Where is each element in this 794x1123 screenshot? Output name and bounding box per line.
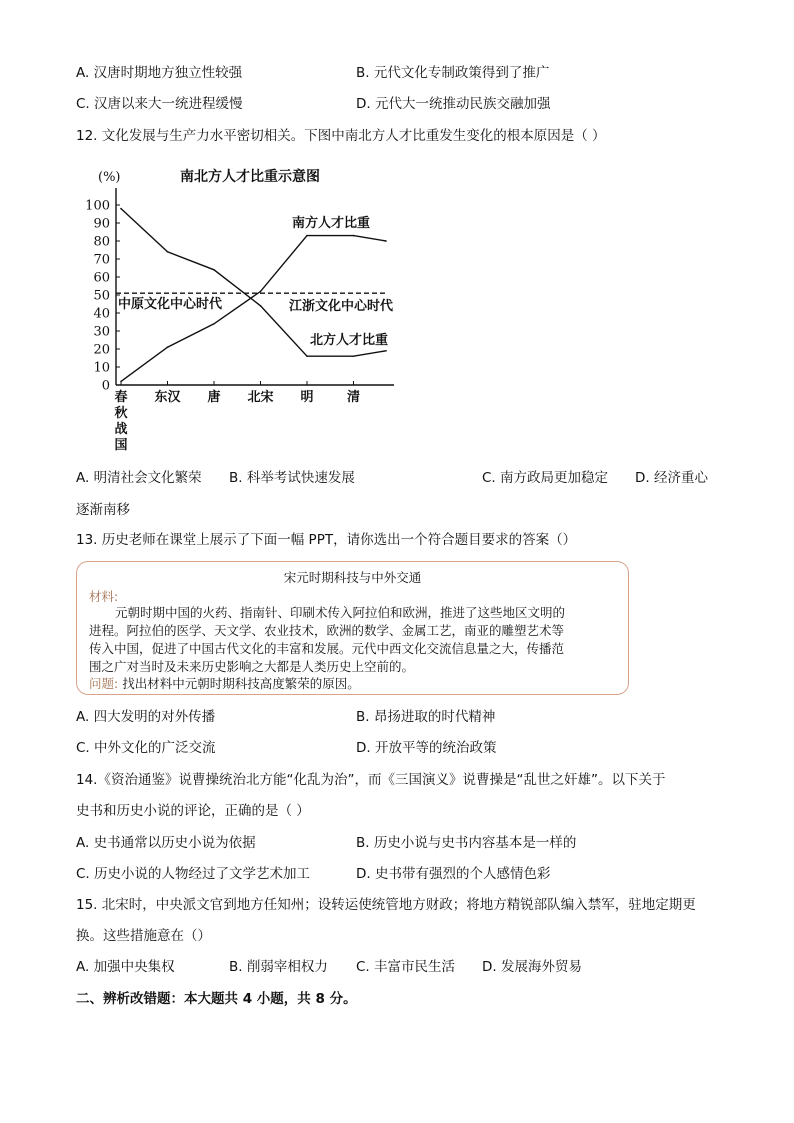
- chart-point: [385, 240, 387, 242]
- q11-option-c: C. 汉唐以来大一统进程缓慢: [76, 96, 243, 112]
- chart-point: [167, 346, 169, 348]
- talent-ratio-chart: [80, 160, 420, 460]
- chart-y-tick-label: 0: [101, 378, 110, 394]
- chart-point: [260, 291, 262, 293]
- chart-y-tick-label: 30: [93, 324, 110, 340]
- chart-x-tick-label: 春秋战国: [114, 390, 128, 453]
- q11-option-d: D. 元代大一统推动民族交融加强: [356, 96, 551, 112]
- q13-option-b: B. 昂扬进取的时代精神: [356, 709, 496, 725]
- q15-option-c: C. 丰富市民生活: [356, 959, 456, 975]
- chart-x-tick-label: 明: [300, 390, 314, 405]
- q12-option-d: D. 经济重心: [635, 470, 708, 486]
- chart-point: [306, 355, 308, 357]
- chart-y-tick-label: 100: [85, 198, 110, 214]
- ppt-material-line-1: 元朝时期中国的火药、指南针、印刷术传入阿拉伯和欧洲，推进了这些地区文明的: [115, 605, 566, 620]
- q15-option-d: D. 发展海外贸易: [482, 959, 582, 975]
- q13-option-c: C. 中外文化的广泛交流: [76, 740, 216, 756]
- q14-stem-line-2: 史书和历史小说的评论，正确的是（ ）: [76, 803, 310, 819]
- chart-y-unit: (%): [98, 170, 121, 185]
- ppt-question: [89, 674, 360, 692]
- ppt-material-line-2: 进程。阿拉伯的医学、天文学、农业技术，欧洲的数学、金属工艺，南亚的雕塑艺术等: [89, 623, 565, 638]
- chart-x-tick-label: 北宋: [247, 390, 274, 405]
- chart-point: [213, 269, 215, 271]
- chart-y-tick-label: 40: [93, 306, 110, 322]
- ppt-slide: [76, 561, 629, 695]
- q13-option-d: D. 开放平等的统治政策: [356, 740, 497, 756]
- q14-option-b: B. 历史小说与史书内容基本是一样的: [356, 835, 577, 851]
- chart-point: [120, 381, 122, 383]
- chart-x-tick-label: 东汉: [154, 390, 181, 405]
- q15-stem-line-1: 15. 北宋时，中央派文官到地方任知州；设转运使统管地方财政；将地方精锐部队编入禁军，驻地定期更: [76, 897, 696, 913]
- q14-option-c: C. 历史小说的人物经过了文学艺术加工: [76, 866, 311, 882]
- ppt-title: 宋元时期科技与中外交通: [283, 570, 422, 585]
- ppt-question-label: 问题:: [89, 676, 119, 691]
- q13-stem: 13. 历史老师在课堂上展示了下面一幅 PPT，请你选出一个符合题目要求的答案（）: [76, 532, 577, 548]
- chart-point: [120, 208, 122, 210]
- q14-option-a: A. 史书通常以历史小说为依据: [76, 835, 256, 851]
- ppt-question-text: 找出材料中元朝时期科技高度繁荣的原因。: [122, 676, 360, 691]
- chart-point: [167, 251, 169, 253]
- chart-x-tick-label: 清: [346, 390, 361, 405]
- chart-point: [260, 305, 262, 307]
- chart-y-tick-label: 10: [93, 360, 110, 376]
- q12-option-b: B. 科举考试快速发展: [229, 470, 355, 486]
- ppt-material-label: 材料:: [89, 589, 119, 604]
- q12-option-a: A. 明清社会文化繁荣: [76, 470, 202, 486]
- chart-point: [353, 235, 355, 237]
- chart-y-tick-label: 60: [93, 270, 110, 286]
- ppt-material-line-3: 传入中国，促进了中国古代文化的丰富和发展。元代中西文化交流信息量之大，传播范: [89, 641, 565, 656]
- q12-option-c: C. 南方政局更加稳定: [482, 470, 609, 486]
- chart-point: [306, 235, 308, 237]
- chart-point: [353, 355, 355, 357]
- q11-option-b: B. 元代文化专制政策得到了推广: [356, 65, 550, 81]
- q11-option-a: A. 汉唐时期地方独立性较强: [76, 65, 243, 81]
- q12-stem: 12. 文化发展与生产力水平密切相关。下图中南北方人才比重发生变化的根本原因是（ ）: [76, 128, 606, 144]
- q14-stem-line-1: 14.《资治通鉴》说曹操统治北方能“化乱为治”，而《三国演义》说曹操是“乱世之奸雄”。以下关于: [76, 772, 666, 788]
- chart-point: [213, 323, 215, 325]
- chart-x-tick-label: 唐: [207, 390, 221, 405]
- chart-y-tick-label: 50: [93, 288, 110, 304]
- q13-option-a: A. 四大发明的对外传播: [76, 709, 216, 725]
- q14-option-d: D. 史书带有强烈的个人感情色彩: [356, 866, 551, 882]
- chart-annotation-jiangzhe: 江浙文化中心时代: [289, 299, 394, 314]
- q12-option-d-continued: 逐渐南移: [76, 502, 130, 518]
- chart-series-label-north: 北方人才比重: [310, 333, 389, 348]
- chart-y-tick-label: 20: [93, 342, 110, 358]
- q15-option-a: A. 加强中央集权: [76, 959, 175, 975]
- section-2-heading: 二、辨析改错题：本大题共 4 小题，共 8 分。: [76, 991, 357, 1007]
- chart-title: 南北方人才比重示意图: [180, 169, 320, 185]
- chart-y-tick-label: 80: [93, 234, 110, 250]
- ppt-material-line-4: 围之广对当时及未来历史影响之大都是人类历史上空前的。: [89, 659, 415, 674]
- chart-point: [385, 350, 387, 352]
- chart-annotation-central-plains: 中原文化中心时代: [118, 297, 223, 312]
- q15-stem-line-2: 换。这些措施意在（）: [76, 928, 211, 944]
- chart-y-tick-label: 90: [93, 216, 110, 232]
- q15-option-b: B. 削弱宰相权力: [229, 959, 328, 975]
- chart-y-tick-label: 70: [93, 252, 110, 268]
- chart-series-label-south: 南方人才比重: [292, 216, 371, 231]
